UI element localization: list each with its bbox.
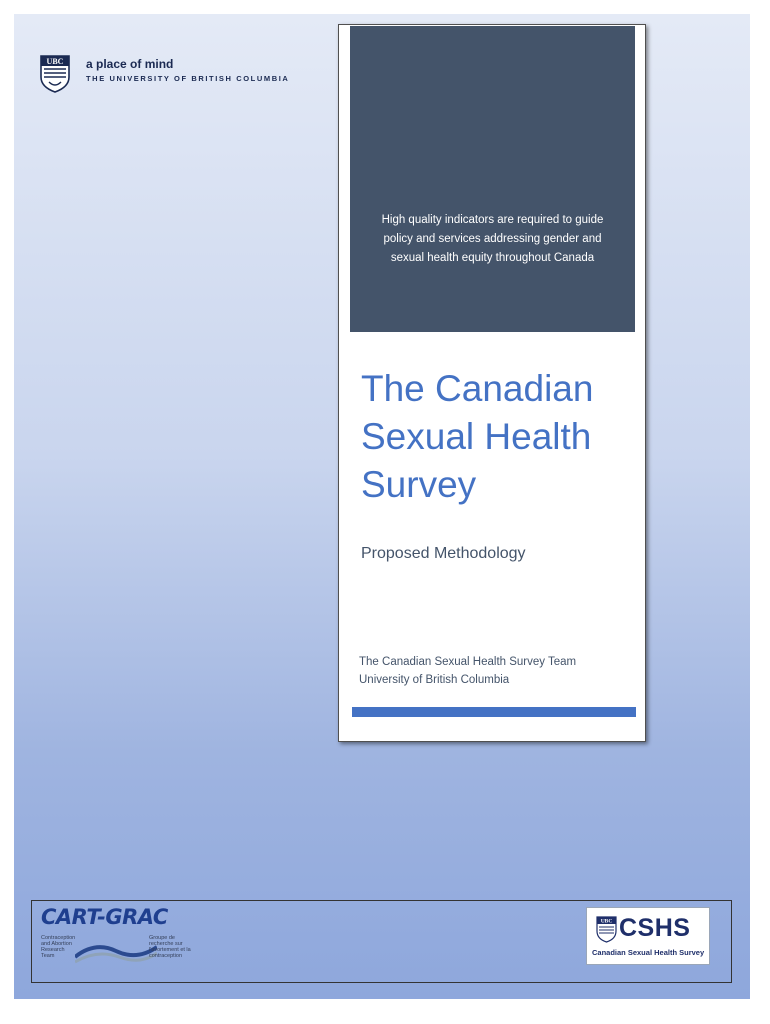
cart-grac-english-line: Contraception bbox=[41, 935, 76, 941]
document-authors bbox=[359, 653, 576, 689]
cart-grac-english-line: Team bbox=[41, 953, 55, 959]
accent-bar bbox=[352, 707, 636, 717]
cart-grac-english-line: Research bbox=[41, 947, 65, 953]
cover-header-panel bbox=[350, 26, 635, 332]
cover-header-text: High quality indicators are required to guide policy and services addressing gender and sexual health equity throughout Canada bbox=[381, 214, 604, 264]
cover-card bbox=[338, 24, 646, 742]
document-subtitle: Proposed Methodology bbox=[361, 545, 526, 562]
cart-grac-english-text bbox=[41, 935, 75, 959]
document-title-line: The Canadian bbox=[361, 368, 594, 409]
document-title-line: Survey bbox=[361, 464, 477, 505]
cart-grac-french-line: recherche sur bbox=[149, 941, 183, 947]
cart-grac-french-line: Groupe de bbox=[149, 935, 175, 941]
cart-grac-french-line: l'avortement et la bbox=[149, 947, 191, 953]
ubc-crest-icon bbox=[596, 916, 617, 943]
author-institution: University of British Columbia bbox=[359, 674, 510, 686]
cart-grac-french-text bbox=[149, 935, 191, 959]
ubc-logo bbox=[40, 55, 290, 95]
partner-logos-box bbox=[31, 900, 732, 983]
cart-grac-logo bbox=[39, 905, 191, 969]
ubc-university-name: THE UNIVERSITY OF BRITISH COLUMBIA bbox=[86, 74, 290, 83]
cart-grac-english-line: and Abortion bbox=[41, 941, 72, 947]
wave-icon bbox=[75, 937, 157, 965]
cart-grac-title: CART-GRAC bbox=[41, 905, 168, 929]
ubc-tagline: a place of mind bbox=[86, 57, 174, 71]
ubc-crest-icon bbox=[40, 55, 70, 93]
ubc-crest-text: UBC bbox=[46, 57, 64, 66]
cshs-logo bbox=[586, 907, 710, 965]
document-title-line: Sexual Health bbox=[361, 416, 592, 457]
cshs-crest-text: UBC bbox=[600, 918, 613, 925]
author-team: The Canadian Sexual Health Survey Team bbox=[359, 656, 577, 668]
cshs-full-name: Canadian Sexual Health Survey bbox=[592, 948, 705, 957]
document-title bbox=[361, 365, 636, 509]
cshs-acronym: CSHS bbox=[619, 914, 691, 942]
cart-grac-french-line: contraception bbox=[149, 953, 183, 959]
